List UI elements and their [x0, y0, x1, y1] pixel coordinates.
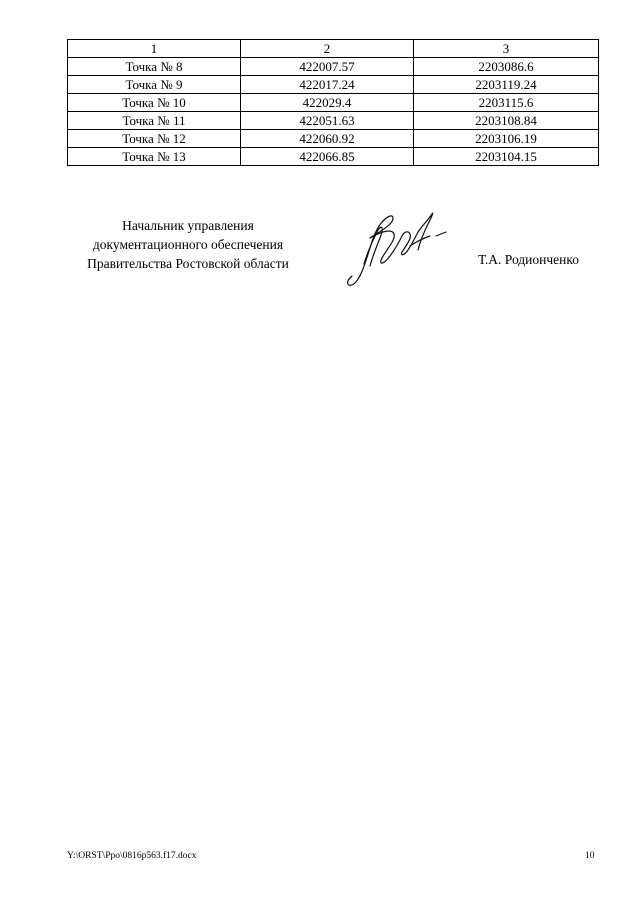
signatory-position-line: документационного обеспечения	[92, 237, 284, 252]
table-row	[68, 130, 599, 148]
table-row	[68, 112, 599, 130]
x-coordinate-cell: 422060.92	[241, 130, 414, 148]
point-name-cell: Точка № 12	[68, 130, 241, 148]
table-header-row	[68, 40, 599, 58]
y-coordinate-cell: 2203115.6	[414, 94, 599, 112]
x-coordinate-cell: 422066.85	[241, 148, 414, 166]
footer-page-number: 10	[585, 851, 595, 861]
signatory-position	[66, 216, 310, 273]
point-name-cell: Точка № 10	[68, 94, 241, 112]
x-coordinate-cell: 422017.24	[241, 76, 414, 94]
signatory-position-line: Начальник управления	[122, 218, 254, 233]
x-coordinate-cell: 422051.63	[241, 112, 414, 130]
footer-file-path: Y:\ORST\Ppo\0816p563.f17.docx	[67, 851, 197, 861]
y-coordinate-cell: 2203106.19	[414, 130, 599, 148]
signatory-name: Т.А. Родионченко	[478, 252, 579, 267]
x-coordinate-cell: 422029.4	[241, 94, 414, 112]
table-row	[68, 148, 599, 166]
signatory-position-line: Правительства Ростовской области	[87, 256, 289, 271]
column-header-3: 3	[414, 40, 599, 58]
y-coordinate-cell: 2203104.15	[414, 148, 599, 166]
point-name-cell: Точка № 8	[68, 58, 241, 76]
point-name-cell: Точка № 11	[68, 112, 241, 130]
y-coordinate-cell: 2203086.6	[414, 58, 599, 76]
x-coordinate-cell: 422007.57	[241, 58, 414, 76]
coordinates-table	[67, 39, 599, 166]
column-header-1: 1	[68, 40, 241, 58]
point-name-cell: Точка № 13	[68, 148, 241, 166]
table-row	[68, 94, 599, 112]
table-row	[68, 58, 599, 76]
column-header-2: 2	[241, 40, 414, 58]
y-coordinate-cell: 2203119.24	[414, 76, 599, 94]
table-row	[68, 76, 599, 94]
point-name-cell: Точка № 9	[68, 76, 241, 94]
handwritten-signature	[338, 206, 454, 290]
y-coordinate-cell: 2203108.84	[414, 112, 599, 130]
